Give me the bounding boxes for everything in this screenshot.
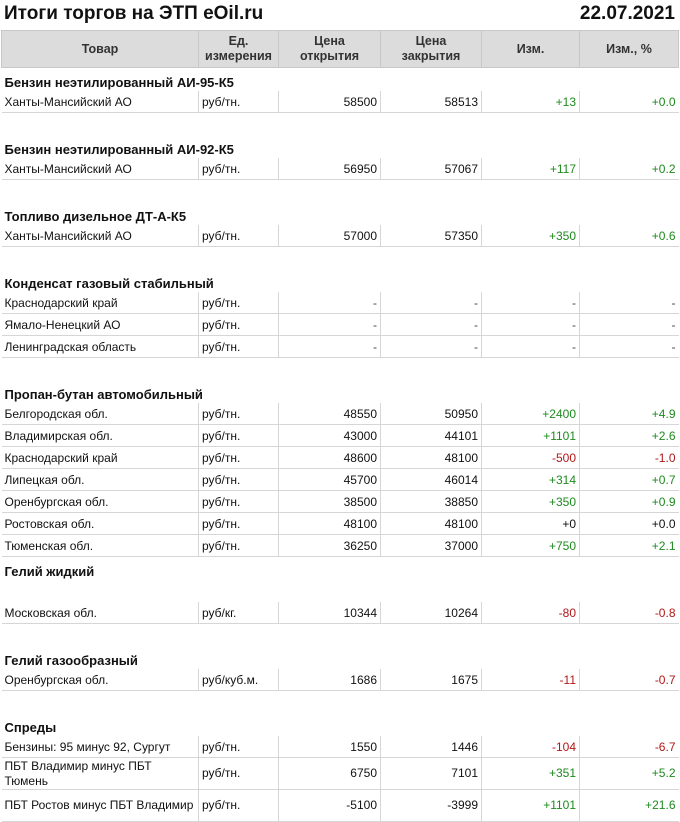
cell-change-pct: -: [580, 336, 679, 358]
cell-close: 57067: [381, 158, 482, 180]
cell-change-pct: -: [580, 314, 679, 336]
cell-change-pct: -6.7: [580, 736, 679, 758]
cell-change-pct: +21.6: [580, 790, 679, 822]
cell-region: Ханты-Мансийский АО: [2, 225, 199, 247]
section-heading: [2, 646, 679, 669]
cell-unit: руб/тн.: [199, 292, 279, 314]
cell-open: 36250: [279, 535, 381, 557]
cell-open: 38500: [279, 491, 381, 513]
cell-region: Ханты-Мансийский АО: [2, 158, 199, 180]
cell-change: -500: [482, 447, 580, 469]
cell-region: Краснодарский край: [2, 447, 199, 469]
cell-close: -: [381, 336, 482, 358]
cell-unit: руб/тн.: [199, 491, 279, 513]
section-title: Спреды: [4, 720, 57, 735]
table-row: [2, 602, 679, 624]
cell-change: -: [482, 292, 580, 314]
cell-change: +350: [482, 491, 580, 513]
cell-region: Бензины: 95 минус 92, Сургут: [2, 736, 199, 758]
cell-open: 57000: [279, 225, 381, 247]
section-title: Гелий газообразный: [4, 653, 138, 668]
cell-open: 56950: [279, 158, 381, 180]
cell-open: 1550: [279, 736, 381, 758]
table-row: [2, 736, 679, 758]
cell-open: 1686: [279, 669, 381, 691]
report-date: 22.07.2021: [579, 3, 675, 24]
cell-change-pct: +0.0: [580, 513, 679, 535]
cell-region: Оренбургская обл.: [2, 491, 199, 513]
cell-close: 1446: [381, 736, 482, 758]
cell-open: 6750: [279, 758, 381, 790]
table-row: [2, 158, 679, 180]
cell-change-pct: -0.8: [580, 602, 679, 624]
cell-close: 58513: [381, 91, 482, 113]
cell-region: Липецкая обл.: [2, 469, 199, 491]
col-header-unit: Ед. измерения: [199, 31, 279, 68]
cell-unit: руб/тн.: [199, 535, 279, 557]
cell-change: +2400: [482, 403, 580, 425]
cell-unit: руб/тн.: [199, 513, 279, 535]
section-title: Бензин неэтилированный АИ-95-К5: [4, 75, 234, 90]
col-header-change: Изм.: [482, 31, 580, 68]
cell-unit: руб/тн.: [199, 469, 279, 491]
cell-close: 37000: [381, 535, 482, 557]
cell-unit: руб/тн.: [199, 314, 279, 336]
table-row: [2, 513, 679, 535]
cell-change: +314: [482, 469, 580, 491]
cell-change: -: [482, 336, 580, 358]
cell-unit: руб/тн.: [199, 336, 279, 358]
table-row: [2, 535, 679, 557]
cell-change-pct: -0.7: [580, 669, 679, 691]
cell-change: +750: [482, 535, 580, 557]
table-row: [2, 225, 679, 247]
cell-change-pct: +2.6: [580, 425, 679, 447]
spacer-row: [2, 624, 679, 647]
cell-open: 58500: [279, 91, 381, 113]
table-row: [2, 447, 679, 469]
section-title: Гелий жидкий: [4, 564, 95, 579]
spacer-row: [2, 691, 679, 714]
cell-open: 48600: [279, 447, 381, 469]
cell-open: 48100: [279, 513, 381, 535]
cell-region: ПБТ Ростов минус ПБТ Владимир: [2, 790, 199, 822]
cell-close: 7101: [381, 758, 482, 790]
col-header-open-price: Цена открытия: [279, 31, 381, 68]
cell-close: 38850: [381, 491, 482, 513]
cell-region: Ленинградская область: [2, 336, 199, 358]
table-row: [2, 758, 679, 790]
cell-unit: руб/тн.: [199, 225, 279, 247]
table-row: [2, 469, 679, 491]
cell-open: -5100: [279, 790, 381, 822]
cell-close: 1675: [381, 669, 482, 691]
cell-close: -3999: [381, 790, 482, 822]
cell-change: -80: [482, 602, 580, 624]
cell-change-pct: +0.9: [580, 491, 679, 513]
cell-close: 48100: [381, 513, 482, 535]
spacer-row: [2, 358, 679, 381]
cell-region: Владимирская обл.: [2, 425, 199, 447]
cell-close: 50950: [381, 403, 482, 425]
cell-unit: руб/тн.: [199, 758, 279, 790]
cell-change: +351: [482, 758, 580, 790]
cell-unit: руб/тн.: [199, 158, 279, 180]
cell-change-pct: +0.7: [580, 469, 679, 491]
col-header-change-pct: Изм., %: [580, 31, 679, 68]
cell-unit: руб/тн.: [199, 447, 279, 469]
cell-unit: руб/тн.: [199, 91, 279, 113]
cell-change: -104: [482, 736, 580, 758]
cell-change-pct: -1.0: [580, 447, 679, 469]
table-header-row: [2, 31, 679, 68]
section-heading: [2, 135, 679, 158]
cell-region: ПБТ Владимир минус ПБТ Тюмень: [2, 758, 199, 790]
cell-region: Тюменская обл.: [2, 535, 199, 557]
cell-open: -: [279, 336, 381, 358]
cell-unit: руб/тн.: [199, 790, 279, 822]
cell-open: -: [279, 292, 381, 314]
cell-close: 46014: [381, 469, 482, 491]
cell-region: Краснодарский край: [2, 292, 199, 314]
col-header-close-price: Цена закрытия: [381, 31, 482, 68]
cell-region: Ханты-Мансийский АО: [2, 91, 199, 113]
section-heading: [2, 269, 679, 292]
cell-change: +0: [482, 513, 580, 535]
cell-close: -: [381, 292, 482, 314]
cell-close: 44101: [381, 425, 482, 447]
cell-region: Московская обл.: [2, 602, 199, 624]
section-title: Бензин неэтилированный АИ-92-К5: [4, 142, 234, 157]
cell-change-pct: +5.2: [580, 758, 679, 790]
cell-open: 43000: [279, 425, 381, 447]
cell-region: Ростовская обл.: [2, 513, 199, 535]
cell-unit: руб/тн.: [199, 425, 279, 447]
table-row: [2, 491, 679, 513]
cell-close: 48100: [381, 447, 482, 469]
table-row: [2, 669, 679, 691]
cell-region: Оренбургская обл.: [2, 669, 199, 691]
spacer-row: [2, 180, 679, 203]
table-row: [2, 336, 679, 358]
cell-change: +117: [482, 158, 580, 180]
cell-change-pct: +0.2: [580, 158, 679, 180]
spacer-row: [2, 580, 679, 602]
table-row: [2, 91, 679, 113]
cell-change-pct: +0.6: [580, 225, 679, 247]
cell-change: +13: [482, 91, 580, 113]
cell-unit: руб/тн.: [199, 736, 279, 758]
cell-change: +1101: [482, 790, 580, 822]
table-row: [2, 314, 679, 336]
cell-change-pct: -: [580, 292, 679, 314]
cell-change: -: [482, 314, 580, 336]
cell-open: 10344: [279, 602, 381, 624]
col-header-product: Товар: [2, 31, 199, 68]
cell-change-pct: +4.9: [580, 403, 679, 425]
cell-change-pct: +0.0: [580, 91, 679, 113]
report-title: Итоги торгов на ЭТП eOil.ru: [4, 3, 264, 24]
cell-region: Ямало-Ненецкий АО: [2, 314, 199, 336]
report-header: [0, 0, 680, 30]
section-title: Топливо дизельное ДТ-А-К5: [4, 209, 187, 224]
section-title: Пропан-бутан автомобильный: [4, 387, 203, 402]
cell-unit: руб/кг.: [199, 602, 279, 624]
table-row: [2, 292, 679, 314]
section-heading: [2, 68, 679, 92]
cell-open: 45700: [279, 469, 381, 491]
spacer-row: [2, 113, 679, 136]
section-heading: [2, 202, 679, 225]
cell-change: +350: [482, 225, 580, 247]
section-heading: [2, 380, 679, 403]
cell-open: 48550: [279, 403, 381, 425]
spacer-row: [2, 247, 679, 270]
table-row: [2, 790, 679, 822]
cell-change: +1101: [482, 425, 580, 447]
cell-change: -11: [482, 669, 580, 691]
cell-close: 10264: [381, 602, 482, 624]
cell-unit: руб/куб.м.: [199, 669, 279, 691]
table-row: [2, 425, 679, 447]
cell-close: -: [381, 314, 482, 336]
table-row: [2, 403, 679, 425]
trading-results-table: [1, 30, 679, 822]
section-title: Конденсат газовый стабильный: [4, 276, 214, 291]
cell-unit: руб/тн.: [199, 403, 279, 425]
cell-region: Белгородская обл.: [2, 403, 199, 425]
cell-close: 57350: [381, 225, 482, 247]
cell-open: -: [279, 314, 381, 336]
cell-change-pct: +2.1: [580, 535, 679, 557]
section-heading: [2, 557, 679, 581]
section-heading: [2, 713, 679, 736]
